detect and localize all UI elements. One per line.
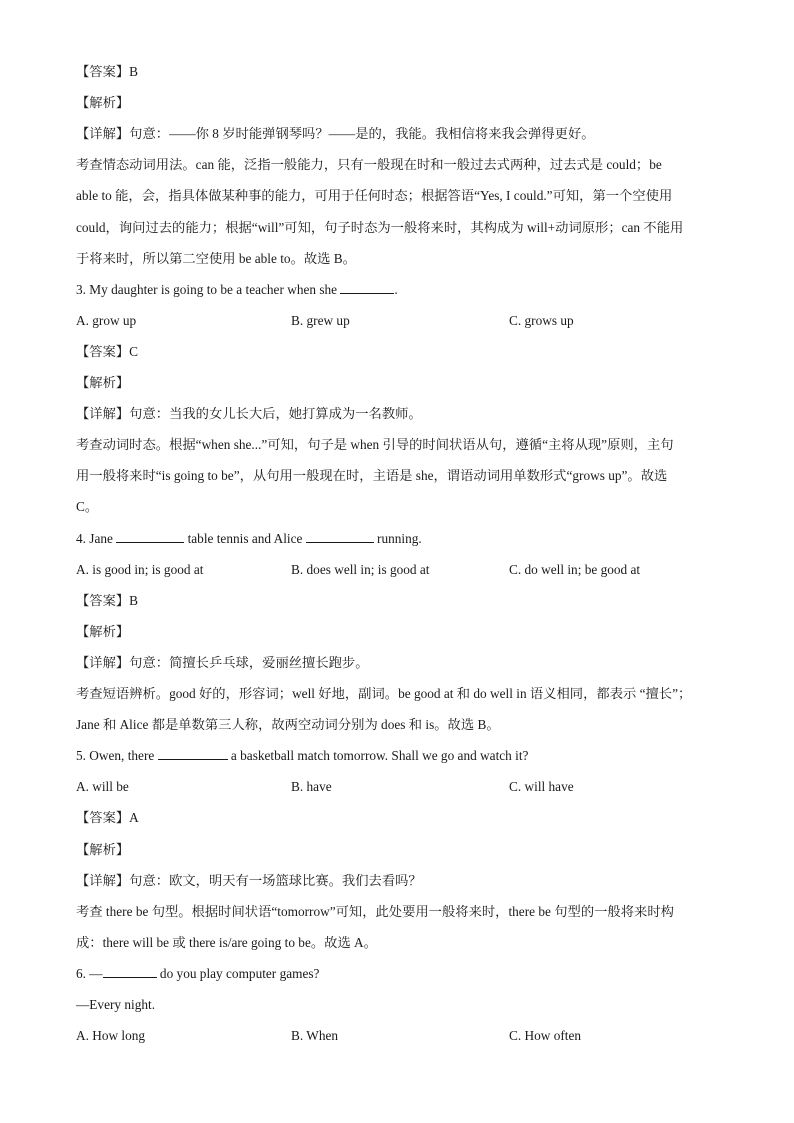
text-line-4: 考查情态动词用法。can 能，泛指一般能力，只有一般现在时和一般过去式两种，过去式是 could；be bbox=[76, 157, 662, 173]
text-line-21: 考查短语辨析。good 好的，形容词；well 好地，副词。be good at 和 do well in 语义相同，都表示 “擅长”； bbox=[76, 686, 692, 701]
text-line-2: 【解析】 bbox=[76, 95, 130, 111]
text-line-5: able to 能，会，指具体做某种事的能力，可用于任何时态；根据答语“Yes, I could.”可知，第一个空使用 bbox=[76, 188, 673, 204]
question-text: 5. Owen, there bbox=[76, 748, 158, 764]
option-a: A. will be bbox=[76, 779, 129, 795]
answer-blank bbox=[158, 747, 228, 760]
text-line-6: could，询问过去的能力；根据“will”可知，句子时态为一般将来时，其构成为 will+动词原形；can 不能用 bbox=[76, 219, 684, 235]
option-b: B. does well in; is good at bbox=[291, 561, 430, 577]
text-line-31: —Every night. bbox=[76, 997, 156, 1012]
question-line bbox=[76, 529, 746, 549]
text-line-14: 用一般将来时“is going to be”，从句用一般现在时，主语是 she，谓语动词用单数形式“grows up”。故选 bbox=[76, 468, 668, 484]
text-line-20: 【详解】句意：简擅长乒乓球，爱丽丝擅长跑步。 bbox=[76, 654, 369, 670]
text-line-1: 【答案】B bbox=[76, 64, 139, 79]
text-line-18: 【答案】B bbox=[76, 592, 139, 608]
text-line-10: 【答案】C bbox=[76, 343, 139, 359]
text-line-22: Jane 和 Alice 都是单数第三人称，故两空动词分别为 does 和 is。故选 B。 bbox=[76, 717, 500, 733]
text-line-3: 【详解】句意：——你 8 岁时能弹钢琴吗？——是的，我能。我相信将来我会弹得更好。 bbox=[76, 126, 595, 142]
text-line-28: 考查 there be 句型。根据时间状语“tomorrow”可知，此处要用一般将来时，there be 句型的一般将来时构 bbox=[76, 903, 674, 919]
option-c: C. do well in; be good at bbox=[509, 561, 641, 577]
option-a: A. is good in; is good at bbox=[76, 561, 204, 577]
question-text: table tennis and Alice bbox=[184, 530, 306, 546]
option-b: B. grew up bbox=[291, 312, 350, 328]
question-text: 6. — bbox=[76, 965, 103, 981]
text-line-12: 【详解】句意：当我的女儿长大后，她打算成为一名教师。 bbox=[76, 406, 422, 422]
question-line bbox=[76, 964, 746, 984]
text-line-29: 成：there will be 或 there is/are going to be。故选 A。 bbox=[76, 934, 377, 950]
question-text: . bbox=[394, 281, 398, 297]
answer-blank bbox=[306, 530, 374, 543]
question-text: a basketball match tomorrow. Shall we go and watch it? bbox=[227, 748, 529, 764]
option-a: A. grow up bbox=[76, 312, 137, 328]
question-text: 4. Jane bbox=[76, 530, 117, 546]
text-line-7: 于将来时，所以第二空使用 be able to。故选 B。 bbox=[76, 250, 356, 266]
option-b: B. have bbox=[291, 779, 332, 795]
text-line-26: 【解析】 bbox=[76, 841, 130, 857]
question-line bbox=[76, 746, 746, 766]
question-text: do you play computer games? bbox=[156, 965, 320, 981]
answer-blank bbox=[116, 530, 184, 543]
answer-blank bbox=[340, 281, 394, 294]
text-line-19: 【解析】 bbox=[76, 623, 130, 639]
option-a: A. How long bbox=[76, 1028, 146, 1044]
question-text: 3. My daughter is going to be a teacher when she bbox=[76, 281, 341, 297]
question-text: running. bbox=[373, 530, 422, 546]
text-line-11: 【解析】 bbox=[76, 375, 130, 390]
answer-blank bbox=[103, 965, 157, 978]
option-c: C. How often bbox=[509, 1028, 582, 1044]
text-line-13: 考查动词时态。根据“when she...”可知，句子是 when 引导的时间状语从句，遵循“主将从现”原则，主句 bbox=[76, 437, 674, 453]
option-b: B. When bbox=[291, 1028, 339, 1044]
text-line-25: 【答案】A bbox=[76, 810, 139, 826]
option-c: C. grows up bbox=[509, 312, 574, 328]
text-line-27: 【详解】句意：欧文，明天有一场篮球比赛。我们去看吗？ bbox=[76, 872, 422, 888]
text-line-15: C。 bbox=[76, 499, 99, 515]
question-line bbox=[76, 280, 746, 300]
option-c: C. will have bbox=[509, 779, 574, 795]
